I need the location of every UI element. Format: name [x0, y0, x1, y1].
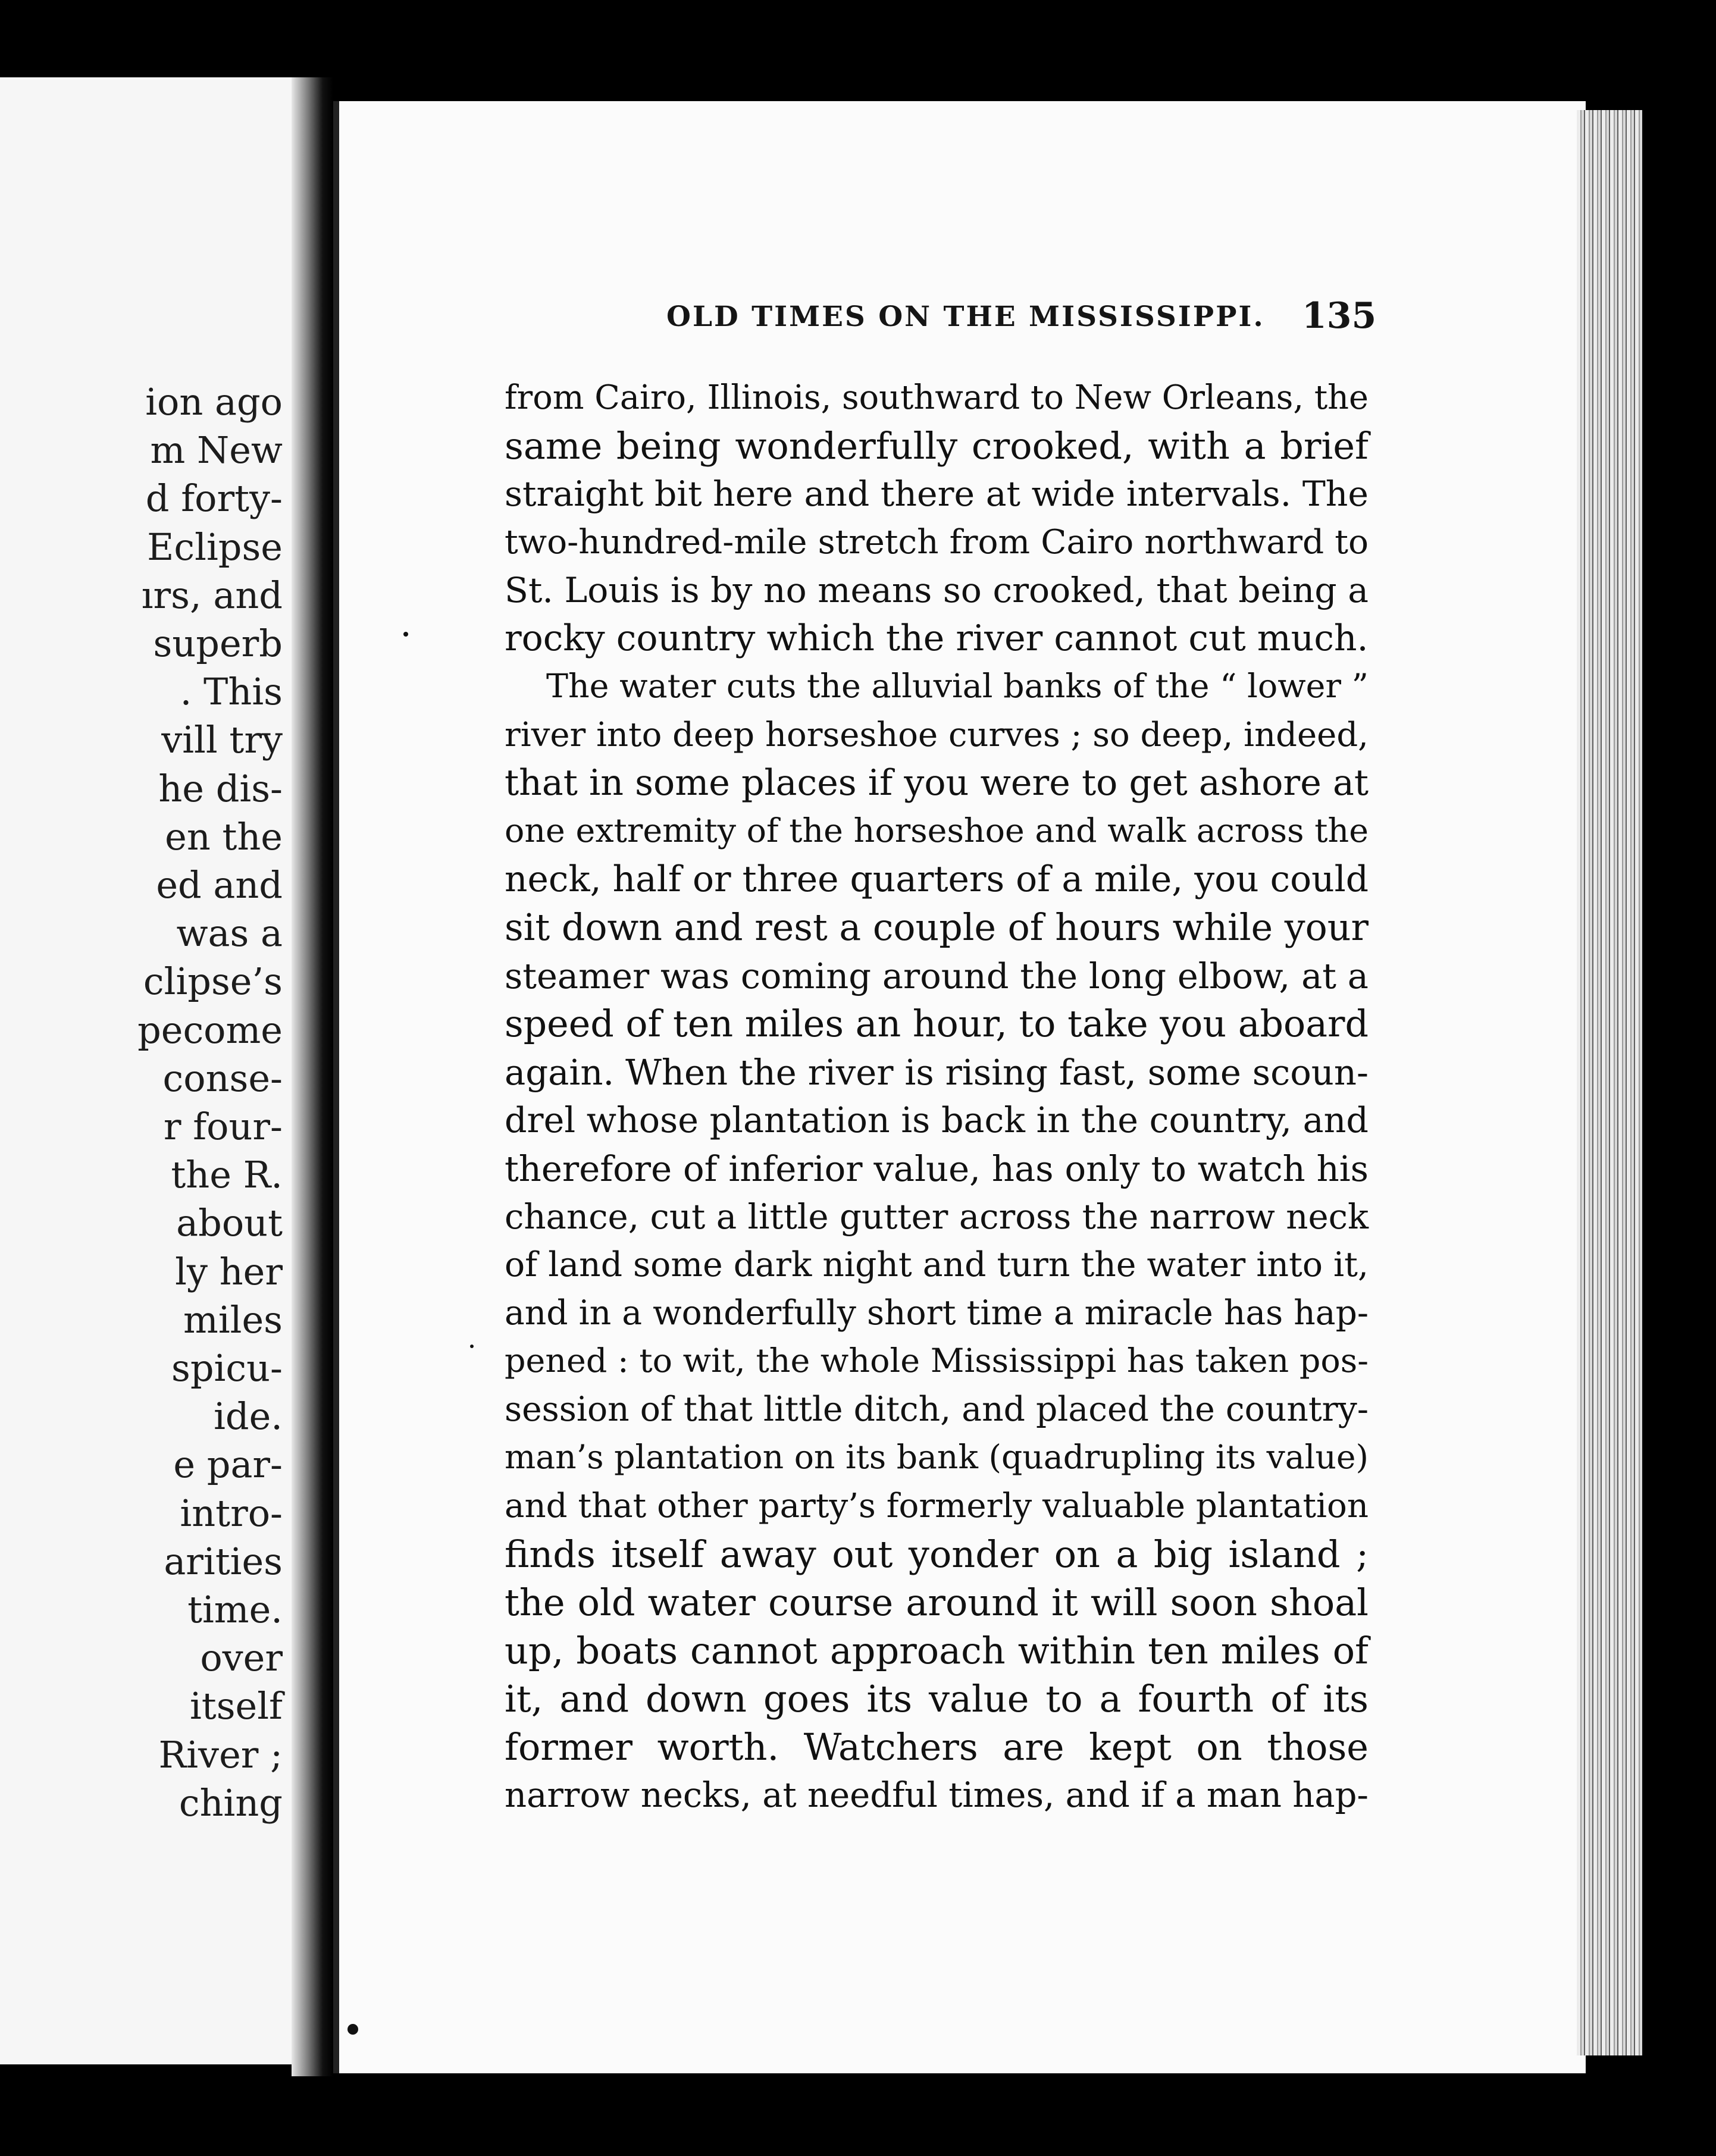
text-line: St. Louis is by no means so crooked, that being a: [505, 570, 1369, 610]
left-page-line: conse-: [162, 1056, 283, 1100]
left-page-line: ion ago: [145, 380, 283, 424]
left-page-line: was a: [176, 911, 283, 955]
left-page-line: spicu-: [171, 1346, 283, 1390]
text-line: neck, half or three quarters of a mile, you could: [505, 859, 1369, 900]
text-line: rocky country which the river cannot cut much.: [505, 618, 1369, 659]
left-page-line: River ;: [158, 1732, 283, 1776]
text-line: and that other party’s formerly valuable plantation: [505, 1487, 1369, 1525]
left-page-line: he dis-: [158, 766, 283, 810]
left-page-line: pecome: [137, 1008, 283, 1052]
text-line: therefore of inferior value, has only to watch his: [505, 1148, 1369, 1189]
text-line: that in some places if you were to get ashore at: [505, 762, 1369, 804]
left-page-line: r four-: [163, 1105, 283, 1148]
page-edges: [1577, 110, 1642, 2055]
ink-speck: [470, 1345, 474, 1348]
left-page-line: arities: [164, 1539, 283, 1583]
left-page-line: over: [200, 1636, 283, 1680]
left-page-line: intro-: [180, 1491, 283, 1535]
left-facing-page: [0, 77, 312, 2064]
text-line: river into deep horseshoe curves ; so deep, indeed,: [505, 716, 1369, 754]
left-page-line: ide.: [214, 1394, 283, 1439]
text-line: narrow necks, at needful times, and if a man hap-: [505, 1775, 1369, 1815]
text-line: same being wonderfully crooked, with a brief: [505, 424, 1369, 468]
text-line: straight bit here and there at wide intervals. The: [505, 474, 1369, 514]
left-page-line: d forty-: [145, 477, 283, 521]
text-line: and in a wonderfully short time a miracle has hap-: [505, 1293, 1369, 1333]
text-line: the old water course around it will soon shoal: [505, 1581, 1369, 1624]
text-line: from Cairo, Illinois, southward to New Orleans, the: [505, 378, 1369, 417]
text-line: up, boats cannot approach within ten miles of: [505, 1629, 1369, 1672]
text-line: finds itself away out yonder on a big island ;: [505, 1533, 1369, 1576]
text-line: session of that little ditch, and placed the country-: [505, 1390, 1369, 1429]
text-line: one extremity of the horseshoe and walk across the: [505, 812, 1369, 850]
left-page-line: e par-: [173, 1443, 283, 1487]
left-page-line: ırs, and: [141, 573, 283, 617]
text-line: it, and down goes its value to a fourth of its: [505, 1677, 1369, 1721]
left-page-line: ching: [179, 1781, 283, 1825]
left-page-line: about: [176, 1201, 283, 1245]
left-page-line: vill try: [161, 718, 283, 762]
left-page-line: the R.: [171, 1153, 283, 1197]
running-head: OLD TIMES ON THE MISSISSIPPI.: [666, 300, 1265, 333]
text-line: former worth. Watchers are kept on those: [505, 1725, 1369, 1769]
text-line: chance, cut a little gutter across the narrow neck: [505, 1196, 1369, 1237]
body-text: [505, 374, 1369, 1819]
left-page-line: ly her: [175, 1249, 283, 1293]
left-page-line: en the: [165, 814, 283, 858]
page-number: 135: [1302, 295, 1377, 337]
text-line: speed of ten miles an hour, to take you aboard: [505, 1002, 1369, 1045]
ink-speck: [347, 2024, 358, 2035]
text-line: steamer was coming around the long elbow, at a: [505, 955, 1369, 996]
left-page-line: clipse’s: [143, 960, 283, 1004]
text-line: pened : to wit, the whole Mississippi has taken pos-: [505, 1342, 1369, 1380]
left-page-line: m New: [150, 428, 283, 472]
book-gutter-shadow: [292, 77, 333, 2076]
left-page-line: miles: [183, 1298, 283, 1342]
ink-speck: [403, 632, 408, 637]
left-page-line: Eclipse: [147, 525, 283, 569]
text-line: two-hundred-mile stretch from Cairo northward to: [505, 523, 1369, 562]
text-line: of land some dark night and turn the water into it,: [505, 1245, 1369, 1284]
text-line: again. When the river is rising fast, some scoun-: [505, 1052, 1369, 1093]
text-line: man’s plantation on its bank (quadrupling its value): [505, 1439, 1369, 1477]
text-line: drel whose plantation is back in the country, and: [505, 1100, 1369, 1140]
left-page-line: superb: [153, 622, 283, 665]
left-page-line: time.: [187, 1588, 283, 1631]
left-page-line: itself: [189, 1684, 283, 1728]
left-page-line: . This: [180, 670, 283, 714]
left-page-line: ed and: [156, 863, 283, 907]
text-line: The water cuts the alluvial banks of the “ lower ”: [546, 668, 1369, 706]
text-line: sit down and rest a couple of hours while your: [505, 906, 1369, 949]
